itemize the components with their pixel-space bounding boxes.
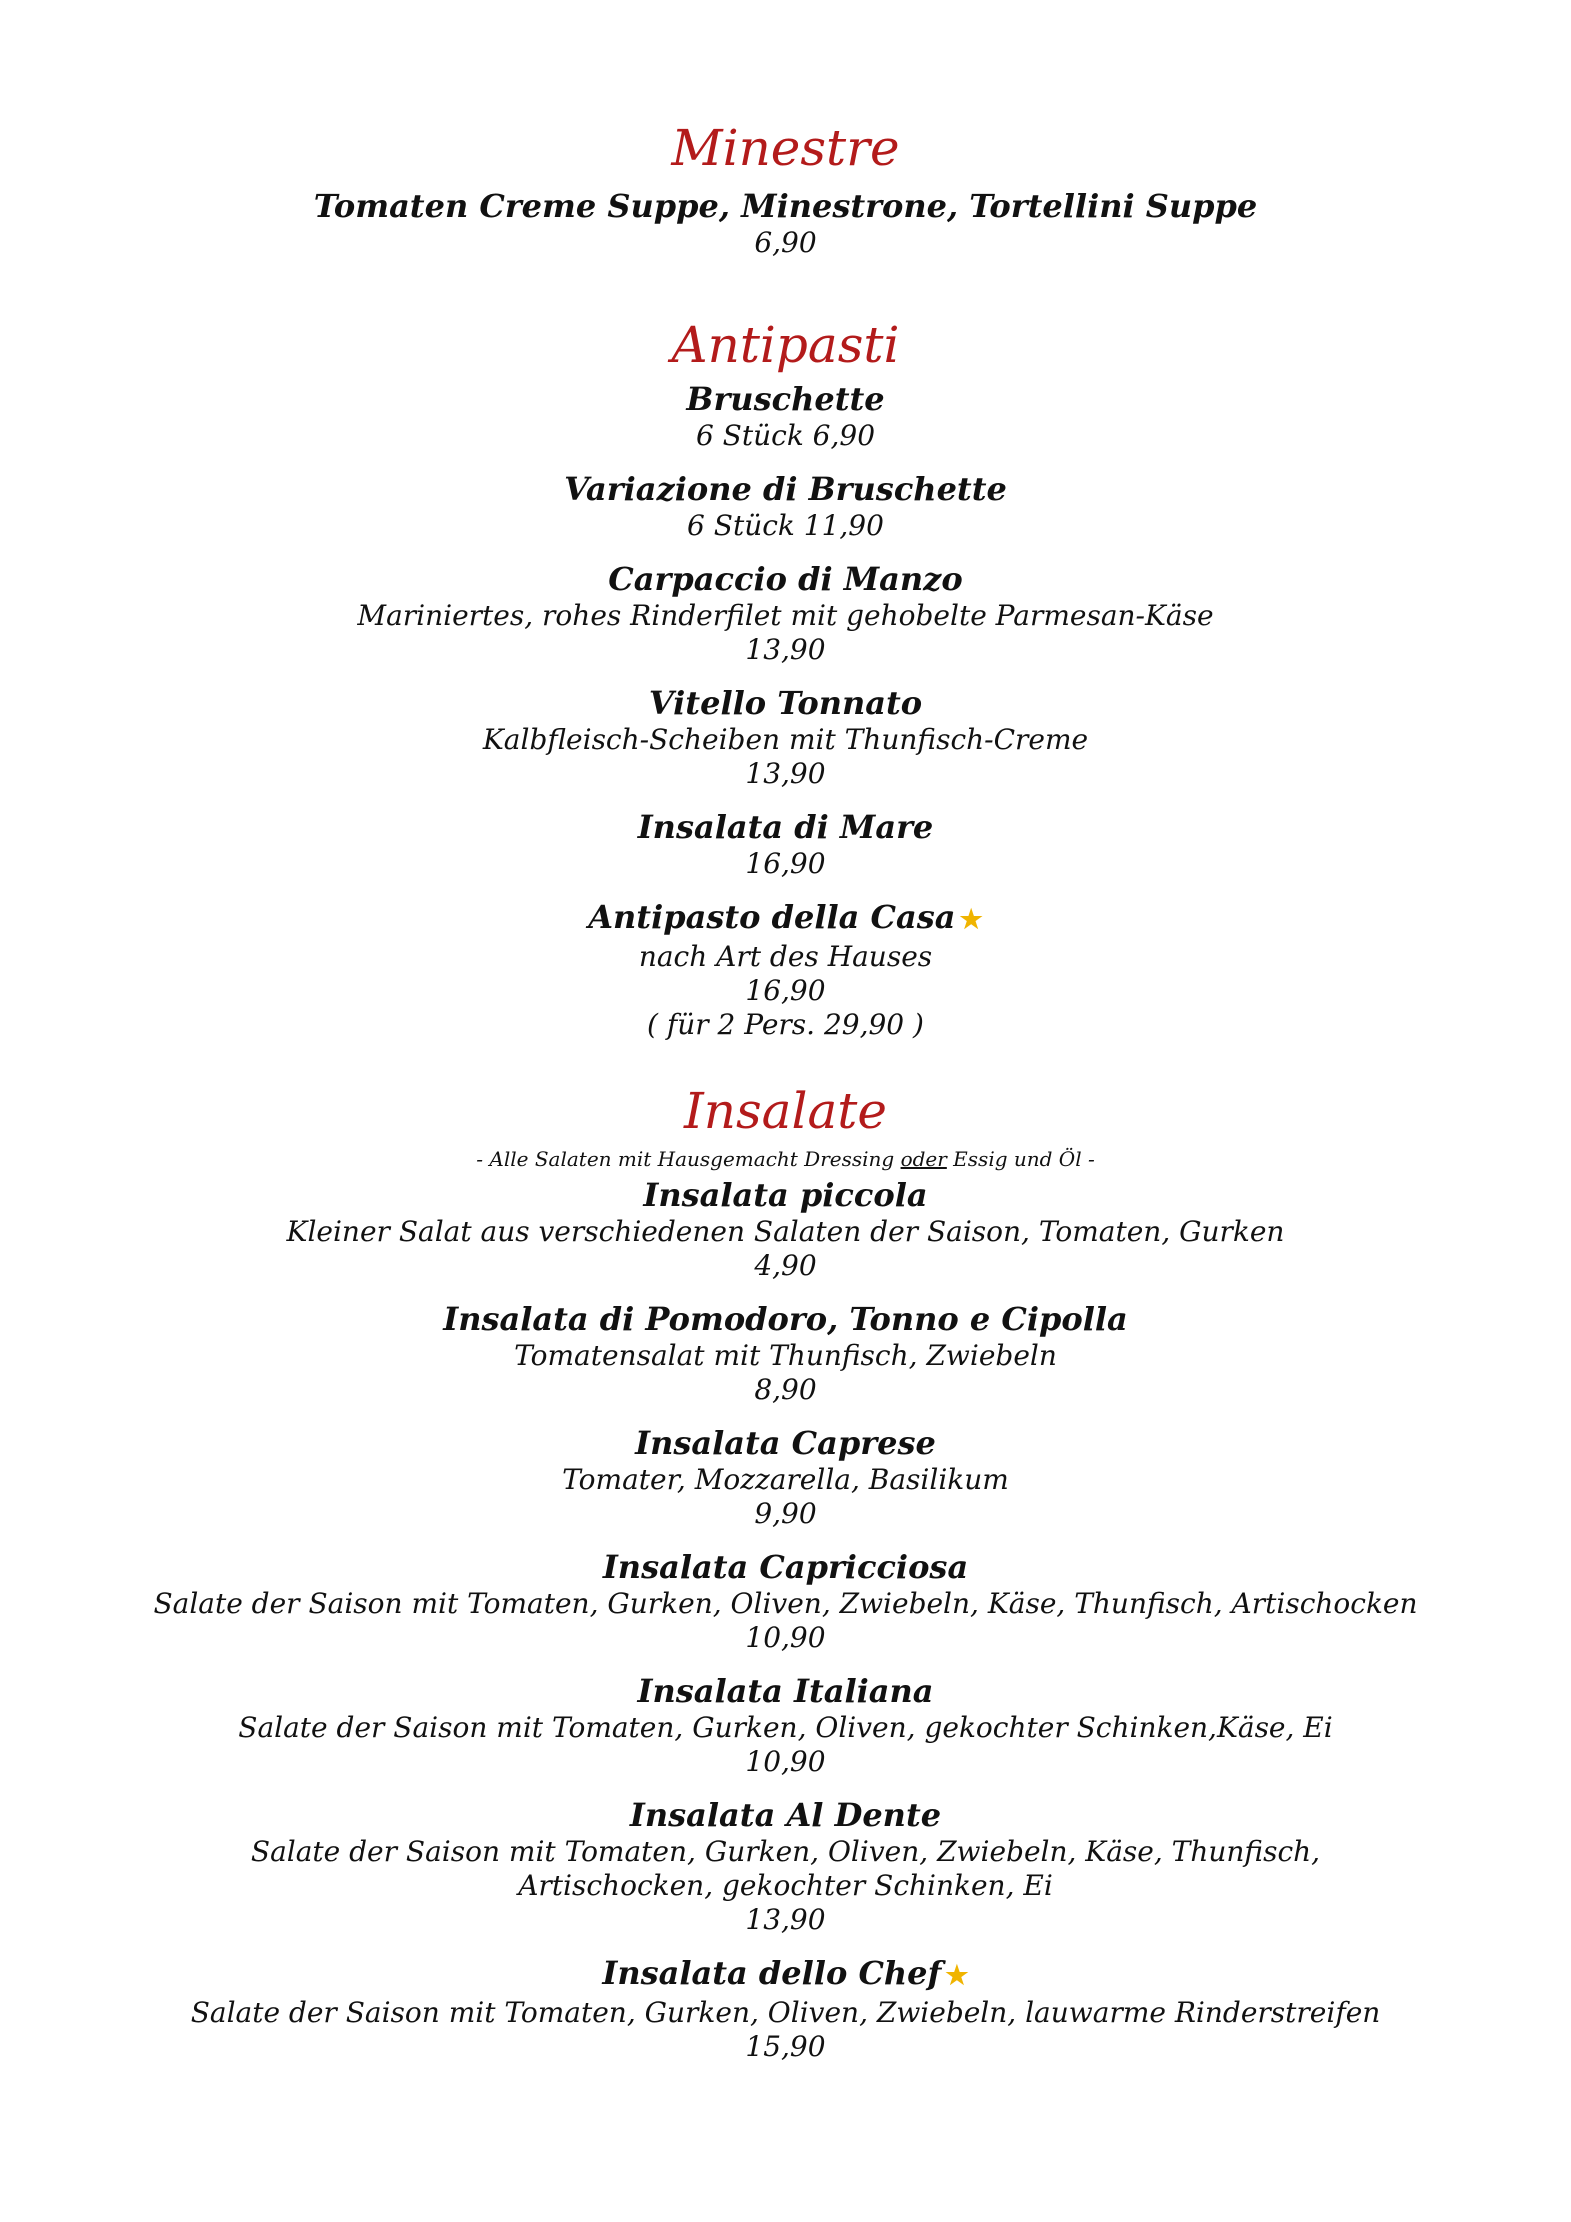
menu-item — [0, 470, 1571, 543]
item-description: Salate der Saison mit Tomaten, Gurken, Oliven, Zwiebeln, lauwarme Rinderstreifen — [190, 1996, 1381, 2029]
section-insalate — [0, 1078, 1571, 2064]
item-description: Salate der Saison mit Tomaten, Gurken, Oliven, Zwiebeln, Käse, Thunfisch, Artischocken — [153, 1587, 1418, 1620]
item-name: Insalata piccola — [643, 1176, 928, 1214]
item-description: nach Art des Hauses — [638, 940, 933, 973]
item-name: Vitello Tonnato — [648, 684, 923, 722]
item-name: Insalata Capricciosa — [602, 1548, 969, 1586]
item-name: Insalata Caprese — [635, 1424, 936, 1462]
section-title: Minestre — [671, 119, 900, 177]
menu-item — [0, 808, 1571, 881]
item-name: Insalata Italiana — [637, 1672, 934, 1710]
item-price: 16,90 — [745, 847, 826, 880]
item-note: ( für 2 Pers. 29,90 ) — [647, 1008, 924, 1041]
item-description: Kalbfleisch-Scheiben mit Thunfisch-Creme — [482, 723, 1089, 756]
item-description: Kleiner Salat aus verschiedenen Salaten der Saison, Tomaten, Gurken — [286, 1215, 1285, 1248]
item-price: 10,90 — [745, 1621, 826, 1654]
item-description-continued: Artischocken, gekochter Schinken, Ei — [518, 1869, 1053, 1902]
item-price: 4,90 — [754, 1249, 817, 1282]
item-price: 13,90 — [745, 757, 826, 790]
menu-item — [0, 1176, 1571, 1283]
item-price: 13,90 — [745, 1903, 826, 1936]
item-name: Insalata di Pomodoro, Tonno e Cipolla — [443, 1300, 1128, 1338]
subtitle-text: Essig und Öl - — [946, 1147, 1095, 1171]
section-title: Antipasti — [671, 316, 900, 374]
item-name: Insalata di Mare — [637, 808, 934, 846]
item-name: Insalata dello Chef — [602, 1954, 942, 1992]
menu-item — [0, 380, 1571, 453]
section-antipasti — [0, 312, 1571, 1042]
section-subtitle — [0, 1144, 1571, 1174]
item-price: 9,90 — [754, 1497, 817, 1530]
menu-item — [0, 1548, 1571, 1655]
item-name: Insalata Al Dente — [629, 1796, 942, 1834]
star-icon: ★ — [959, 905, 983, 935]
item-description: Mariniertes, rohes Rinderfilet mit gehobelte Parmesan-Käse — [357, 599, 1214, 632]
item-price: 8,90 — [754, 1373, 817, 1406]
item-name: Carpaccio di Manzo — [608, 560, 963, 598]
item-name: Antipasto della Casa — [588, 898, 956, 936]
menu-item — [0, 1424, 1571, 1531]
item-price: 13,90 — [745, 633, 826, 666]
item-name: Variazione di Bruschette — [564, 470, 1007, 508]
menu-item — [0, 1300, 1571, 1407]
item-description: Tomater, Mozzarella, Basilikum — [562, 1463, 1009, 1496]
section-title: Insalate — [684, 1082, 887, 1140]
item-description: Tomatensalat mit Thunfisch, Zwiebeln — [514, 1339, 1057, 1372]
menu-item — [0, 1954, 1571, 2064]
item-price: 16,90 — [745, 974, 826, 1007]
item-price: 6 Stück 11,90 — [687, 509, 884, 542]
item-description: Salate der Saison mit Tomaten, Gurken, Oliven, Zwiebeln, Käse, Thunfisch, — [250, 1835, 1321, 1868]
item-price: 6 Stück 6,90 — [695, 419, 876, 452]
item-description: Salate der Saison mit Tomaten, Gurken, Oliven, gekochter Schinken,Käse, Ei — [238, 1711, 1333, 1744]
item-price: 15,90 — [745, 2030, 826, 2063]
item-price: 10,90 — [745, 1745, 826, 1778]
section-minestre — [0, 115, 1571, 260]
menu-item — [0, 684, 1571, 791]
menu-item — [0, 898, 1571, 1042]
menu-item — [0, 560, 1571, 667]
subtitle-emphasis: oder — [900, 1147, 947, 1171]
menu-item — [0, 187, 1571, 260]
item-price: 6,90 — [754, 226, 817, 259]
item-name: Tomaten Creme Suppe, Minestrone, Tortellini Suppe — [313, 187, 1258, 225]
star-icon: ★ — [945, 1961, 969, 1991]
menu-item — [0, 1672, 1571, 1779]
menu-item — [0, 1796, 1571, 1937]
item-name: Bruschette — [686, 380, 885, 418]
subtitle-text: - Alle Salaten mit Hausgemacht Dressing — [476, 1147, 901, 1171]
item-name-row — [0, 1954, 1571, 1996]
item-name-row — [0, 898, 1571, 940]
